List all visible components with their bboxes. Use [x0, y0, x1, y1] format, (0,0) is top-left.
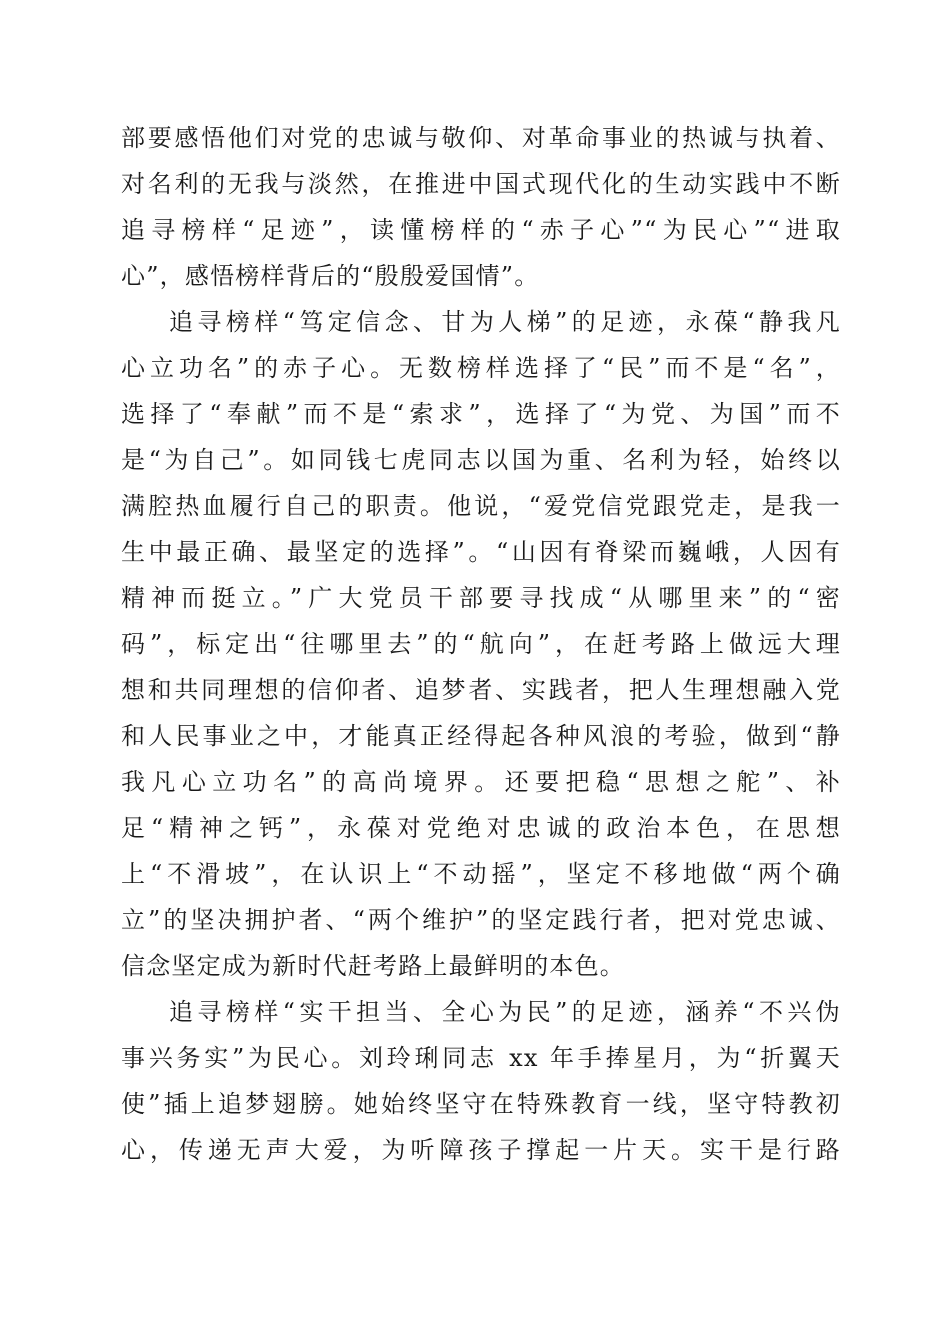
text-line: 选择了“奉献”而不是“索求”，选择了“为党、为国”而不 — [121, 400, 841, 428]
text-line: 心”，感悟榜样背后的“殷殷爱国情”。 — [121, 262, 540, 290]
text-line: 想和共同理想的信仰者、追梦者、实践者，把人生理想融入党 — [121, 676, 841, 704]
text-line: 使”插上追梦翅膀。她始终坚守在特殊教育一线，坚守特教初 — [121, 1090, 841, 1118]
text-line: 对名利的无我与淡然，在推进中国式现代化的生动实践中不断 — [121, 170, 841, 198]
text-line: 精神而挺立。”广大党员干部要寻找成“从哪里来”的“密 — [121, 584, 841, 612]
text-line: 追寻榜样“足迹”，读懂榜样的“赤子心”“为民心”“进取 — [121, 216, 841, 244]
text-line: 码”，标定出“往哪里去”的“航向”，在赶考路上做远大理 — [121, 630, 841, 658]
text-line: 足“精神之钙”，永葆对党绝对忠诚的政治本色，在思想 — [121, 814, 841, 842]
text-line: 事兴务实”为民心。刘玲琍同志 xx 年手捧星月，为“折翼天 — [121, 1044, 841, 1072]
text-line: 心，传递无声大爱，为听障孩子撑起一片天。实干是行路 — [121, 1136, 841, 1164]
text-line: 心立功名”的赤子心。无数榜样选择了“民”而不是“名”， — [121, 354, 841, 382]
text-line: 我凡心立功名”的高尚境界。还要把稳“思想之舵”、补 — [121, 768, 841, 796]
text-line: 追寻榜样“实干担当、全心为民”的足迹，涵养“不兴伪 — [169, 998, 841, 1026]
text-line: 信念坚定成为新时代赶考路上最鲜明的本色。 — [121, 952, 625, 980]
text-line: 立”的坚决拥护者、“两个维护”的坚定践行者，把对党忠诚、 — [121, 906, 841, 934]
text-line: 上“不滑坡”，在认识上“不动摇”，坚定不移地做“两个确 — [121, 860, 841, 888]
text-line: 部要感悟他们对党的忠诚与敬仰、对革命事业的热诚与执着、 — [121, 124, 841, 152]
text-line: 是“为自己”。如同钱七虎同志以国为重、名利为轻，始终以 — [121, 446, 841, 474]
document-body — [121, 115, 841, 1173]
text-line: 追寻榜样“笃定信念、甘为人梯”的足迹，永葆“静我凡 — [169, 308, 841, 336]
text-line: 和人民事业之中，才能真正经得起各种风浪的考验，做到“静 — [121, 722, 841, 750]
text-line: 生中最正确、最坚定的选择”。“山因有脊梁而巍峨，人因有 — [121, 538, 841, 566]
text-line: 满腔热血履行自己的职责。他说，“爱党信党跟党走，是我一 — [121, 492, 841, 520]
